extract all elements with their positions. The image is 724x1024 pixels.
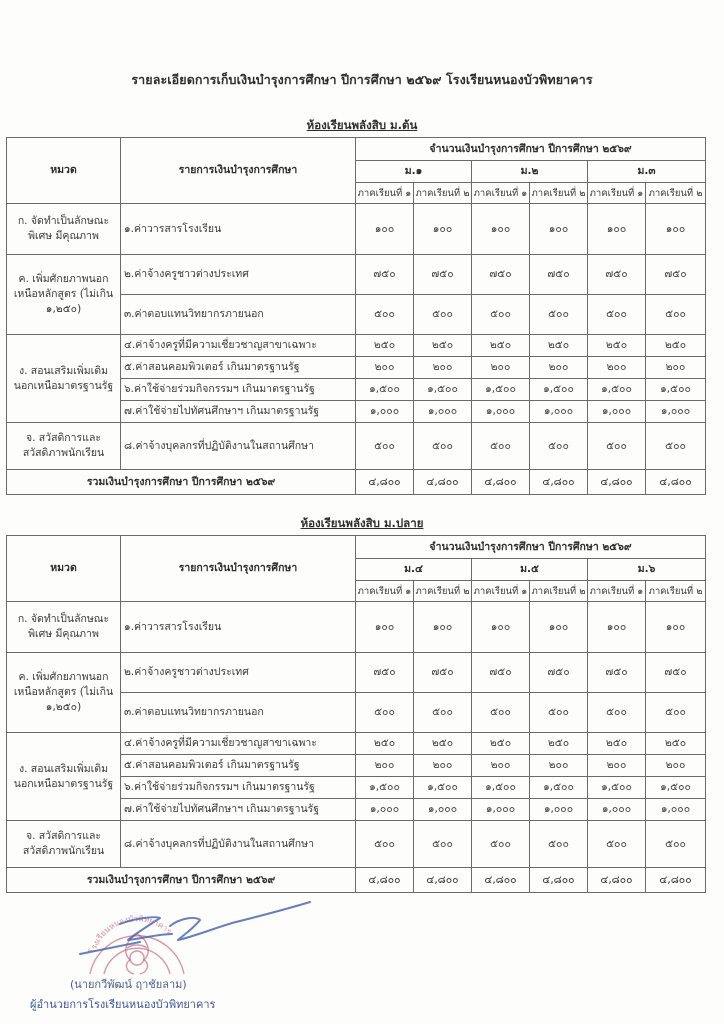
amount-cell: ๑,๕๐๐ bbox=[356, 777, 414, 799]
total-amount-cell: ๔,๘๐๐ bbox=[646, 868, 706, 893]
amount-cell: ๒๐๐ bbox=[646, 357, 706, 379]
amount-cell: ๒๐๐ bbox=[646, 755, 706, 777]
amount-cell: ๑๐๐ bbox=[530, 204, 588, 255]
amount-cell: ๑,๐๐๐ bbox=[414, 799, 472, 821]
amount-cell: ๗๕๐ bbox=[530, 255, 588, 295]
total-row bbox=[7, 868, 706, 893]
amount-cell: ๕๐๐ bbox=[530, 423, 588, 470]
category-cell: จ. สวัสดิการและสวัสดิภาพนักเรียน bbox=[7, 423, 121, 470]
grade-header: ม.๓ bbox=[588, 161, 706, 183]
section-title-lower-secondary: ห้องเรียนพลังสิบ ม.ต้น bbox=[306, 118, 418, 132]
semester-header: ภาคเรียนที่ ๒ bbox=[646, 581, 706, 602]
table-row bbox=[7, 255, 706, 295]
amount-cell: ๒๕๐ bbox=[356, 733, 414, 755]
amount-cell: ๕๐๐ bbox=[414, 295, 472, 335]
grade-header: ม.๕ bbox=[472, 559, 588, 581]
semester-header: ภาคเรียนที่ ๒ bbox=[414, 183, 472, 204]
amount-cell: ๕๐๐ bbox=[472, 693, 530, 733]
category-cell: ค. เพิ่มศักยภาพนอกเหนือหลักสูตร (ไม่เกิน ๑,๒๕๐) bbox=[7, 653, 121, 733]
item-cell: ๕.ค่าสอนคอมพิวเตอร์ เกินมาตรฐานรัฐ bbox=[121, 755, 356, 777]
amount-cell: ๑,๕๐๐ bbox=[646, 379, 706, 401]
table-row bbox=[7, 602, 706, 653]
amount-cell: ๑๐๐ bbox=[472, 204, 530, 255]
table-row bbox=[7, 335, 706, 357]
amount-cell: ๑,๐๐๐ bbox=[356, 401, 414, 423]
table-row bbox=[7, 423, 706, 470]
semester-header: ภาคเรียนที่ ๑ bbox=[588, 581, 646, 602]
amount-cell: ๕๐๐ bbox=[356, 295, 414, 335]
item-cell: ๒.ค่าจ้างครูชาวต่างประเทศ bbox=[121, 653, 356, 693]
grade-header: ม.๔ bbox=[356, 559, 472, 581]
amount-cell: ๑,๕๐๐ bbox=[414, 379, 472, 401]
amount-cell: ๑๐๐ bbox=[414, 204, 472, 255]
table-row bbox=[7, 653, 706, 693]
amount-cell: ๒๕๐ bbox=[588, 733, 646, 755]
amount-cell: ๕๐๐ bbox=[356, 423, 414, 470]
amount-cell: ๒๐๐ bbox=[530, 357, 588, 379]
column-header-amount: จำนวนเงินบำรุงการศึกษา ปีการศึกษา ๒๕๖๙ bbox=[356, 536, 706, 559]
total-label: รวมเงินบำรุงการศึกษา ปีการศึกษา ๒๕๖๙ bbox=[7, 470, 356, 495]
amount-cell: ๗๕๐ bbox=[472, 653, 530, 693]
semester-header: ภาคเรียนที่ ๑ bbox=[472, 183, 530, 204]
amount-cell: ๒๐๐ bbox=[588, 357, 646, 379]
amount-cell: ๕๐๐ bbox=[530, 295, 588, 335]
signer-position: ผู้อำนวยการโรงเรียนหนองบัวพิทยาคาร bbox=[30, 998, 216, 1011]
amount-cell: ๕๐๐ bbox=[646, 295, 706, 335]
column-header-category: หมวด bbox=[7, 536, 121, 602]
handwritten-signature-icon bbox=[60, 898, 320, 968]
amount-cell: ๑,๐๐๐ bbox=[530, 401, 588, 423]
item-cell: ๗.ค่าใช้จ่ายไปทัศนศึกษาฯ เกินมาตรฐานรัฐ bbox=[121, 401, 356, 423]
amount-cell: ๗๕๐ bbox=[646, 255, 706, 295]
amount-cell: ๕๐๐ bbox=[356, 693, 414, 733]
category-cell: ค. เพิ่มศักยภาพนอกเหนือหลักสูตร (ไม่เกิน ๑,๒๕๐) bbox=[7, 255, 121, 335]
amount-cell: ๑,๐๐๐ bbox=[530, 799, 588, 821]
column-header-item: รายการเงินบำรุงการศึกษา bbox=[121, 138, 356, 204]
semester-header: ภาคเรียนที่ ๒ bbox=[530, 581, 588, 602]
amount-cell: ๕๐๐ bbox=[588, 295, 646, 335]
amount-cell: ๑,๕๐๐ bbox=[356, 379, 414, 401]
amount-cell: ๕๐๐ bbox=[646, 693, 706, 733]
item-cell: ๑.ค่าวารสารโรงเรียน bbox=[121, 602, 356, 653]
amount-cell: ๑๐๐ bbox=[646, 602, 706, 653]
item-cell: ๑.ค่าวารสารโรงเรียน bbox=[121, 204, 356, 255]
signature-block bbox=[30, 898, 350, 1024]
amount-cell: ๒๕๐ bbox=[414, 733, 472, 755]
semester-header: ภาคเรียนที่ ๒ bbox=[646, 183, 706, 204]
total-amount-cell: ๔,๘๐๐ bbox=[530, 470, 588, 495]
amount-cell: ๕๐๐ bbox=[530, 821, 588, 868]
total-amount-cell: ๔,๘๐๐ bbox=[646, 470, 706, 495]
item-cell: ๘.ค่าจ้างบุคลกรที่ปฏิบัติงานในสถานศึกษา bbox=[121, 821, 356, 868]
amount-cell: ๑๐๐ bbox=[530, 602, 588, 653]
amount-cell: ๑๐๐ bbox=[356, 602, 414, 653]
amount-cell: ๑,๐๐๐ bbox=[414, 401, 472, 423]
amount-cell: ๑๐๐ bbox=[588, 602, 646, 653]
amount-cell: ๒๕๐ bbox=[530, 733, 588, 755]
amount-cell: ๒๕๐ bbox=[356, 335, 414, 357]
column-header-amount: จำนวนเงินบำรุงการศึกษา ปีการศึกษา ๒๕๖๙ bbox=[356, 138, 706, 161]
category-cell: ก. จัดทำเป็นลักษณะพิเศษ มีคุณภาพ bbox=[7, 602, 121, 653]
amount-cell: ๑,๕๐๐ bbox=[414, 777, 472, 799]
amount-cell: ๕๐๐ bbox=[414, 821, 472, 868]
amount-cell: ๒๐๐ bbox=[472, 357, 530, 379]
fee-table-upper-secondary bbox=[6, 535, 706, 893]
amount-cell: ๕๐๐ bbox=[646, 821, 706, 868]
grade-header: ม.๑ bbox=[356, 161, 472, 183]
total-row bbox=[7, 470, 706, 495]
amount-cell: ๗๕๐ bbox=[646, 653, 706, 693]
item-cell: ๘.ค่าจ้างบุคลกรที่ปฏิบัติงานในสถานศึกษา bbox=[121, 423, 356, 470]
semester-header: ภาคเรียนที่ ๑ bbox=[356, 581, 414, 602]
amount-cell: ๕๐๐ bbox=[414, 423, 472, 470]
semester-header: ภาคเรียนที่ ๑ bbox=[356, 183, 414, 204]
total-amount-cell: ๔,๘๐๐ bbox=[530, 868, 588, 893]
amount-cell: ๗๕๐ bbox=[588, 255, 646, 295]
amount-cell: ๕๐๐ bbox=[588, 821, 646, 868]
amount-cell: ๑,๐๐๐ bbox=[356, 799, 414, 821]
amount-cell: ๒๐๐ bbox=[472, 755, 530, 777]
column-header-item: รายการเงินบำรุงการศึกษา bbox=[121, 536, 356, 602]
item-cell: ๓.ค่าตอบแทนวิทยากรภายนอก bbox=[121, 295, 356, 335]
semester-header: ภาคเรียนที่ ๑ bbox=[472, 581, 530, 602]
amount-cell: ๑,๕๐๐ bbox=[646, 777, 706, 799]
item-cell: ๔.ค่าจ้างครูที่มีความเชี่ยวชาญสาขาเฉพาะ bbox=[121, 335, 356, 357]
amount-cell: ๑,๕๐๐ bbox=[588, 777, 646, 799]
amount-cell: ๕๐๐ bbox=[356, 821, 414, 868]
item-cell: ๗.ค่าใช้จ่ายไปทัศนศึกษาฯ เกินมาตรฐานรัฐ bbox=[121, 799, 356, 821]
item-cell: ๕.ค่าสอนคอมพิวเตอร์ เกินมาตรฐานรัฐ bbox=[121, 357, 356, 379]
header-row bbox=[7, 138, 706, 161]
table-row bbox=[7, 204, 706, 255]
amount-cell: ๒๐๐ bbox=[414, 755, 472, 777]
amount-cell: ๒๕๐ bbox=[646, 733, 706, 755]
amount-cell: ๑,๐๐๐ bbox=[646, 799, 706, 821]
amount-cell: ๒๐๐ bbox=[356, 357, 414, 379]
amount-cell: ๒๕๐ bbox=[414, 335, 472, 357]
amount-cell: ๒๐๐ bbox=[588, 755, 646, 777]
signer-name: (นายกวีพัฒน์ ฤาชัยลาม) bbox=[70, 978, 187, 991]
amount-cell: ๕๐๐ bbox=[646, 423, 706, 470]
item-cell: ๖.ค่าใช้จ่ายร่วมกิจกรรมฯ เกินมาตรฐานรัฐ bbox=[121, 379, 356, 401]
total-amount-cell: ๔,๘๐๐ bbox=[588, 470, 646, 495]
item-cell: ๓.ค่าตอบแทนวิทยากรภายนอก bbox=[121, 693, 356, 733]
total-label: รวมเงินบำรุงการศึกษา ปีการศึกษา ๒๕๖๙ bbox=[7, 868, 356, 893]
amount-cell: ๑,๕๐๐ bbox=[588, 379, 646, 401]
category-cell: ง. สอนเสริมเพิ่มเติมนอกเหนือมาตรฐานรัฐ bbox=[7, 733, 121, 821]
amount-cell: ๒๐๐ bbox=[414, 357, 472, 379]
amount-cell: ๕๐๐ bbox=[472, 295, 530, 335]
amount-cell: ๑,๕๐๐ bbox=[472, 777, 530, 799]
grade-header: ม.๒ bbox=[472, 161, 588, 183]
amount-cell: ๒๕๐ bbox=[472, 335, 530, 357]
amount-cell: ๗๕๐ bbox=[356, 653, 414, 693]
stamp-text: โรงเรียนหนองบัวพิทยาคาร bbox=[87, 914, 174, 955]
item-cell: ๖.ค่าใช้จ่ายร่วมกิจกรรมฯ เกินมาตรฐานรัฐ bbox=[121, 777, 356, 799]
amount-cell: ๑,๐๐๐ bbox=[588, 401, 646, 423]
document-title: รายละเอียดการเก็บเงินบำรุงการศึกษา ปีการศึกษา ๒๕๖๙ โรงเรียนหนองบัวพิทยาคาร bbox=[131, 72, 593, 87]
amount-cell: ๗๕๐ bbox=[530, 653, 588, 693]
category-cell: ง. สอนเสริมเพิ่มเติมนอกเหนือมาตรฐานรัฐ bbox=[7, 335, 121, 423]
amount-cell: ๗๕๐ bbox=[588, 653, 646, 693]
amount-cell: ๑๐๐ bbox=[356, 204, 414, 255]
grade-header: ม.๖ bbox=[588, 559, 706, 581]
amount-cell: ๗๕๐ bbox=[356, 255, 414, 295]
total-amount-cell: ๔,๘๐๐ bbox=[472, 868, 530, 893]
amount-cell: ๕๐๐ bbox=[472, 423, 530, 470]
amount-cell: ๕๐๐ bbox=[588, 693, 646, 733]
semester-header: ภาคเรียนที่ ๒ bbox=[530, 183, 588, 204]
amount-cell: ๕๐๐ bbox=[588, 423, 646, 470]
total-amount-cell: ๔,๘๐๐ bbox=[414, 470, 472, 495]
header-row bbox=[7, 536, 706, 559]
amount-cell: ๕๐๐ bbox=[414, 693, 472, 733]
amount-cell: ๑,๐๐๐ bbox=[588, 799, 646, 821]
table-row bbox=[7, 733, 706, 755]
total-amount-cell: ๔,๘๐๐ bbox=[414, 868, 472, 893]
amount-cell: ๑๐๐ bbox=[414, 602, 472, 653]
amount-cell: ๑,๕๐๐ bbox=[530, 379, 588, 401]
amount-cell: ๕๐๐ bbox=[472, 821, 530, 868]
amount-cell: ๒๐๐ bbox=[530, 755, 588, 777]
semester-header: ภาคเรียนที่ ๑ bbox=[588, 183, 646, 204]
amount-cell: ๒๕๐ bbox=[588, 335, 646, 357]
amount-cell: ๗๕๐ bbox=[472, 255, 530, 295]
amount-cell: ๑,๐๐๐ bbox=[472, 401, 530, 423]
amount-cell: ๗๕๐ bbox=[414, 653, 472, 693]
item-cell: ๔.ค่าจ้างครูที่มีความเชี่ยวชาญสาขาเฉพาะ bbox=[121, 733, 356, 755]
amount-cell: ๗๕๐ bbox=[414, 255, 472, 295]
section-title-upper-secondary: ห้องเรียนพลังสิบ ม.ปลาย bbox=[300, 516, 424, 530]
amount-cell: ๑,๕๐๐ bbox=[472, 379, 530, 401]
amount-cell: ๒๕๐ bbox=[646, 335, 706, 357]
amount-cell: ๑๐๐ bbox=[472, 602, 530, 653]
fee-table-lower-secondary bbox=[6, 137, 706, 495]
semester-header: ภาคเรียนที่ ๒ bbox=[414, 581, 472, 602]
amount-cell: ๑๐๐ bbox=[588, 204, 646, 255]
amount-cell: ๑,๕๐๐ bbox=[530, 777, 588, 799]
total-amount-cell: ๔,๘๐๐ bbox=[356, 868, 414, 893]
amount-cell: ๑,๐๐๐ bbox=[472, 799, 530, 821]
table-row bbox=[7, 821, 706, 868]
column-header-category: หมวด bbox=[7, 138, 121, 204]
amount-cell: ๒๕๐ bbox=[472, 733, 530, 755]
total-amount-cell: ๔,๘๐๐ bbox=[356, 470, 414, 495]
amount-cell: ๑๐๐ bbox=[646, 204, 706, 255]
category-cell: ก. จัดทำเป็นลักษณะพิเศษ มีคุณภาพ bbox=[7, 204, 121, 255]
amount-cell: ๒๐๐ bbox=[356, 755, 414, 777]
total-amount-cell: ๔,๘๐๐ bbox=[472, 470, 530, 495]
category-cell: จ. สวัสดิการและสวัสดิภาพนักเรียน bbox=[7, 821, 121, 868]
amount-cell: ๒๕๐ bbox=[530, 335, 588, 357]
item-cell: ๒.ค่าจ้างครูชาวต่างประเทศ bbox=[121, 255, 356, 295]
amount-cell: ๕๐๐ bbox=[530, 693, 588, 733]
total-amount-cell: ๔,๘๐๐ bbox=[588, 868, 646, 893]
amount-cell: ๑,๐๐๐ bbox=[646, 401, 706, 423]
